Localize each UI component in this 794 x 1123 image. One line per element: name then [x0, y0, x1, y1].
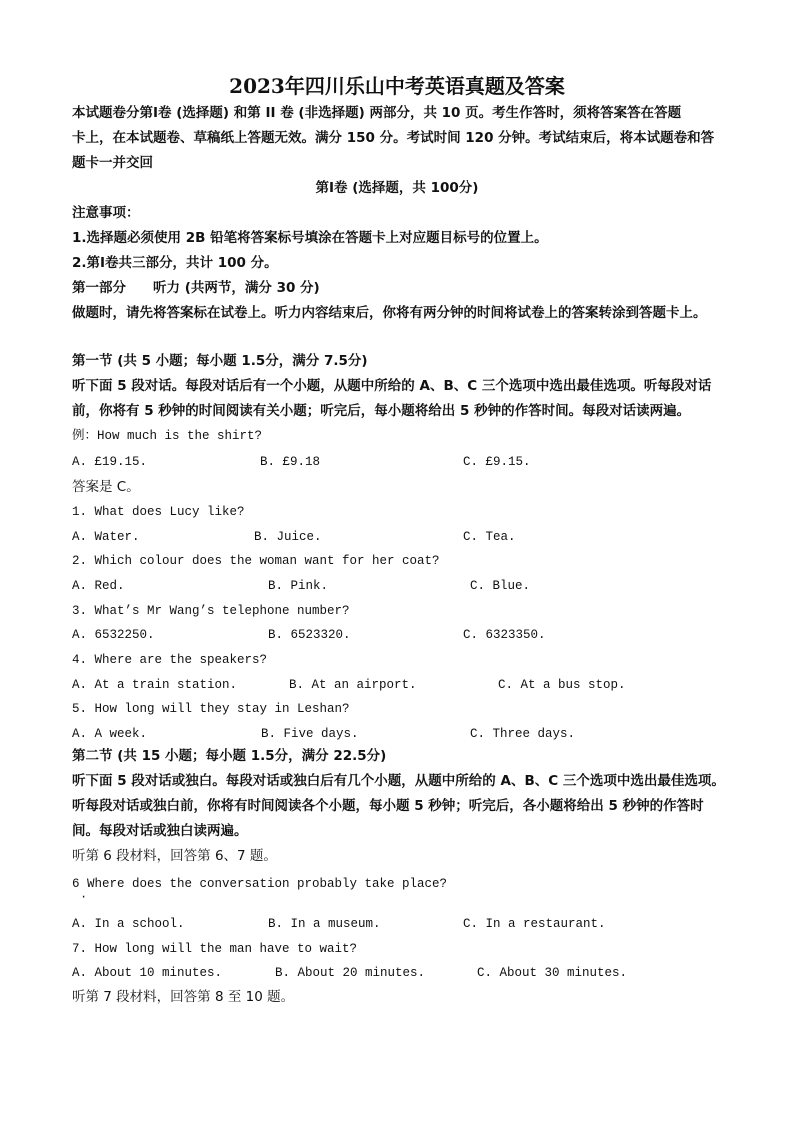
material-7-label: 听第 7 段材料，回答第 8 至 10 题。: [72, 989, 295, 1005]
option-a: A. About 10 minutes.: [72, 966, 223, 980]
option-c: C. At a bus stop.: [498, 678, 626, 692]
option-b: B. Pink.: [268, 579, 329, 593]
section2-instruction: 间。每段对话或独白读两遍。: [72, 823, 248, 839]
option-b: B. At an airport.: [289, 678, 417, 692]
example-answer: 答案是 C。: [72, 479, 140, 495]
section2-instruction: 听下面 5 段对话或独白。每段对话或独白后有几个小题，从题中所给的 A、B、C 三个选项中选出最佳选项。: [72, 773, 725, 789]
question-text: 2. Which colour does the woman want for her coat?: [72, 554, 440, 568]
stray-dot-mark: ·: [80, 890, 88, 904]
example-question: 例：How much is the shirt?: [72, 429, 263, 443]
intro-line: 卡上，在本试题卷、草稿纸上答题无效。满分 150 分。考试时间 120 分钟。考试结束后，将本试题卷和答: [72, 130, 715, 146]
question-text: 5. How long will they stay in Leshan?: [72, 702, 350, 716]
section2-instruction: 听每段对话或独白前，你将有时间阅读各个小题，每小题 5 秒钟；听完后，各小题将给出 5 秒钟的作答时: [72, 798, 704, 814]
notes-item: 1.选择题必须使用 2B 铅笔将答案标号填涂在答题卡上对应题目标号的位置上。: [72, 230, 548, 246]
question-text: 6 Where does the conversation probably take place?: [72, 877, 448, 891]
option-c: C. In a restaurant.: [463, 917, 606, 931]
page-title: 2023年四川乐山中考英语真题及答案: [229, 74, 565, 98]
section1-instruction: 听下面 5 段对话。每段对话后有一个小题，从题中所给的 A、B、C 三个选项中选出最佳选项。听每段对话: [72, 378, 712, 394]
section2-heading: 第二节 (共 15 小题；每小题 1.5分，满分 22.5分): [72, 748, 387, 764]
option-b: B. About 20 minutes.: [275, 966, 426, 980]
option-b: B. In a museum.: [268, 917, 381, 931]
option-c: C. Blue.: [470, 579, 531, 593]
example-option-a: A. £19.15.: [72, 455, 148, 469]
part1-instruction: 做题时，请先将答案标在试卷上。听力内容结束后，你将有两分钟的时间将试卷上的答案转涂到答题卡上。: [72, 305, 707, 321]
example-option-b: B. £9.18: [260, 455, 321, 469]
section1-heading: 第一节 (共 5 小题；每小题 1.5分，满分 7.5分): [72, 353, 368, 369]
option-b: B. Five days.: [261, 727, 359, 741]
example-option-c: C. £9.15.: [463, 455, 531, 469]
option-a: A. In a school.: [72, 917, 185, 931]
material-6-label: 听第 6 段材料，回答第 6、7 题。: [72, 848, 277, 864]
option-c: C. About 30 minutes.: [477, 966, 628, 980]
option-a: A. 6532250.: [72, 628, 155, 642]
option-c: C. Tea.: [463, 530, 516, 544]
option-b: B. 6523320.: [268, 628, 351, 642]
option-a: A. At a train station.: [72, 678, 238, 692]
notes-heading: 注意事项：: [72, 205, 140, 221]
question-text: 4. Where are the speakers?: [72, 653, 268, 667]
option-a: A. A week.: [72, 727, 148, 741]
section1-instruction: 前，你将有 5 秒钟的时间阅读有关小题；听完后，每小题将给出 5 秒钟的作答时间。每段对话读两遍。: [72, 403, 691, 419]
notes-item: 2.第Ⅰ卷共三部分，共计 100 分。: [72, 255, 278, 271]
question-text: 3. What’s Mr Wang’s telephone number?: [72, 604, 350, 618]
option-b: B. Juice.: [254, 530, 322, 544]
question-text: 1. What does Lucy like?: [72, 505, 245, 519]
volume1-heading: 第Ⅰ卷 (选择题，共 100分): [315, 180, 479, 196]
intro-line: 题卡一并交回: [72, 155, 153, 171]
option-c: C. 6323350.: [463, 628, 546, 642]
option-a: A. Water.: [72, 530, 140, 544]
option-c: C. Three days.: [470, 727, 576, 741]
intro-line: 本试题卷分第Ⅰ卷 (选择题) 和第 II 卷 (非选择题) 两部分，共 10 页。考生作答时，须将答案答在答题: [72, 105, 682, 121]
question-text: 7. How long will the man have to wait?: [72, 942, 358, 956]
part1-heading: 第一部分 听力 (共两节，满分 30 分): [72, 280, 320, 296]
option-a: A. Red.: [72, 579, 125, 593]
